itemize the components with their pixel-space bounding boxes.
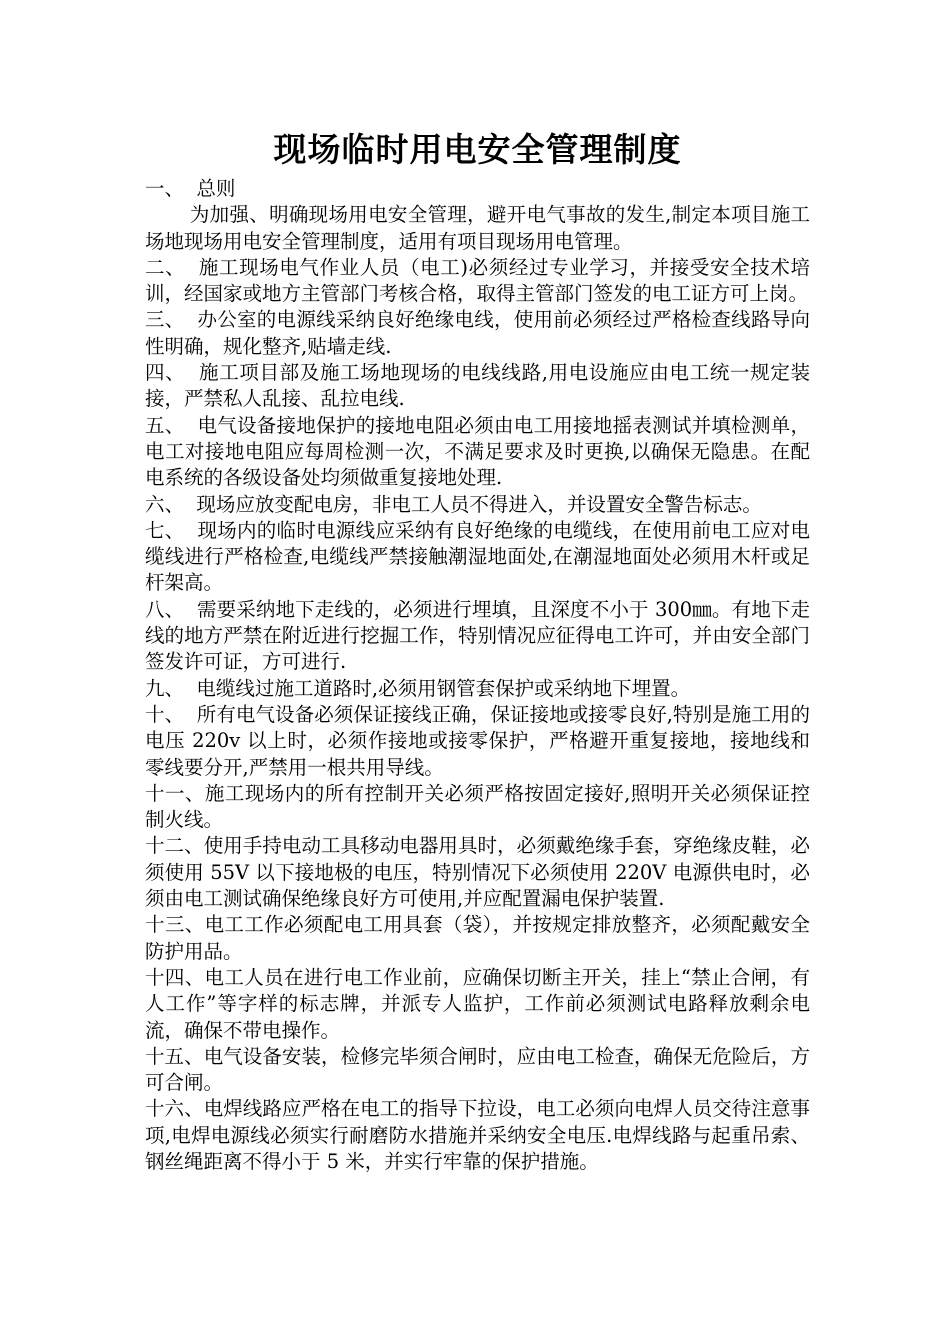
section-number: 二、 (145, 255, 186, 279)
section-paragraph (145, 307, 810, 360)
section-text: 电焊线路应严格在电工的指导下拉设，电工必须向电焊人员交待注意事项,电焊电源线必须实行耐磨防水措施并采纳安全电压.电焊线路与起重吊索、钢丝绳距离不得小于 5 米，并实行牢靠的保护措施。 (145, 1097, 810, 1173)
section-text: 施工项目部及施工场地现场的电线线路,用电设施应由电工统一规定装接，严禁私人乱接、乱拉电线. (145, 361, 810, 411)
document-title: 现场临时用电安全管理制度 (273, 130, 682, 169)
section-paragraph (145, 965, 810, 1044)
section-text: 需要采纳地下走线的，必须进行埋填，且深度不小于 300㎜。有地下走线的地方严禁在附近进行挖掘工作，特别情况应征得电工许可，并由安全部门签发许可证，方可进行. (145, 597, 810, 674)
section-paragraph (145, 676, 810, 702)
section-number: 十五、 (145, 1044, 204, 1068)
section-number: 四、 (145, 361, 186, 385)
section-paragraph (145, 833, 810, 912)
document-body (145, 176, 810, 1175)
section-paragraph (145, 255, 810, 308)
section-number: 一、 (145, 177, 185, 200)
section-paragraph (145, 1096, 810, 1175)
section-text: 施工现场内的所有控制开关必须严格按固定接好,照明开关必须保证控制火线。 (145, 781, 810, 832)
section-paragraph (145, 1044, 810, 1097)
section-paragraph (145, 413, 810, 492)
section-text: 电气设备安装，检修完毕须合闸时，应由电工检查，确保无危险后，方可合闸。 (145, 1044, 810, 1095)
section-text: 施工现场电气作业人员（电工)必须经过专业学习，并接受安全技术培训，经国家或地方主管部门考核合格，取得主管部门签发的电工证方可上岗。 (145, 255, 810, 306)
section-paragraph (145, 360, 810, 413)
section-number: 九、 (145, 676, 185, 700)
section-text: 所有电气设备必须保证接线正确，保证接地或接零良好,特别是施工用的电压 220v 以上时，必须作接地或接零保护，严格避开重复接地，接地线和零线要分开,严禁用一根共用导线。 (145, 702, 810, 779)
section-number: 七、 (145, 518, 185, 542)
section-number: 十一、 (145, 781, 205, 805)
section-paragraph (145, 781, 810, 834)
section-paragraph (145, 492, 810, 518)
section-paragraph (145, 202, 810, 255)
section-number: 六、 (145, 492, 185, 516)
section-paragraph (145, 597, 810, 676)
section-text: 使用手持电动工具移动电器用具时，必须戴绝缘手套，穿绝缘皮鞋，必须使用 55V 以下接地极的电压，特别情况下必须使用 220V 电源供电时，必须由电工测试确保绝缘良好方可使用,并应配置漏电保护装置. (145, 834, 810, 911)
section-text: 办公室的电源线采纳良好绝缘电线，使用前必须经过严格检查线路导向性明确，规化整齐,贴墙走线. (145, 308, 810, 358)
section-number: 八、 (145, 597, 185, 621)
section-number: 十六、 (145, 1097, 204, 1121)
section-number: 五、 (145, 413, 185, 437)
section-text: 电缆线过施工道路时,必须用钢管套保护或采纳地下埋置。 (184, 676, 691, 700)
section-text: 总则 (184, 177, 236, 200)
section-number: 十三、 (145, 913, 205, 937)
section-paragraph (145, 702, 810, 781)
section-number: 十、 (145, 702, 185, 726)
section-paragraph (145, 176, 810, 202)
section-number: 十四、 (145, 965, 205, 989)
section-paragraph (145, 912, 810, 965)
section-text: 电气设备接地保护的接地电阻必须由电工用接地摇表测试并填检测单，电工对接地电阻应每周检测一次，不满足要求及时更换,以确保无隐患。在配电系统的各级设备处均须做重复接地处理. (145, 413, 810, 490)
section-text: 电工人员在进行电工作业前，应确保切断主开关，挂上“禁止合闸，有人工作”等字样的标志牌，并派专人监护，工作前必须测试电路释放剩余电流，确保不带电操作。 (145, 965, 810, 1042)
section-text: 电工工作必须配电工用具套（袋），并按规定排放整齐，必须配戴安全防护用品。 (145, 913, 810, 963)
section-text: 现场应放变配电房，非电工人员不得进入，并设置安全警告标志。 (184, 492, 762, 516)
section-text: 为加强、明确现场用电安全管理，避开电气事故的发生,制定本项目施工场地现场用电安全管理制度，适用有项目现场用电管理。 (145, 203, 810, 253)
section-paragraph (145, 518, 810, 597)
section-number: 十二、 (145, 834, 204, 858)
document-page (145, 128, 810, 1175)
section-text: 现场内的临时电源线应采纳有良好绝缘的电缆线，在使用前电工应对电缆线进行严格检查,电缆线严禁接触潮湿地面处,在潮湿地面处必须用木杆或足杆架高。 (145, 518, 810, 595)
section-number: 三、 (145, 308, 185, 332)
